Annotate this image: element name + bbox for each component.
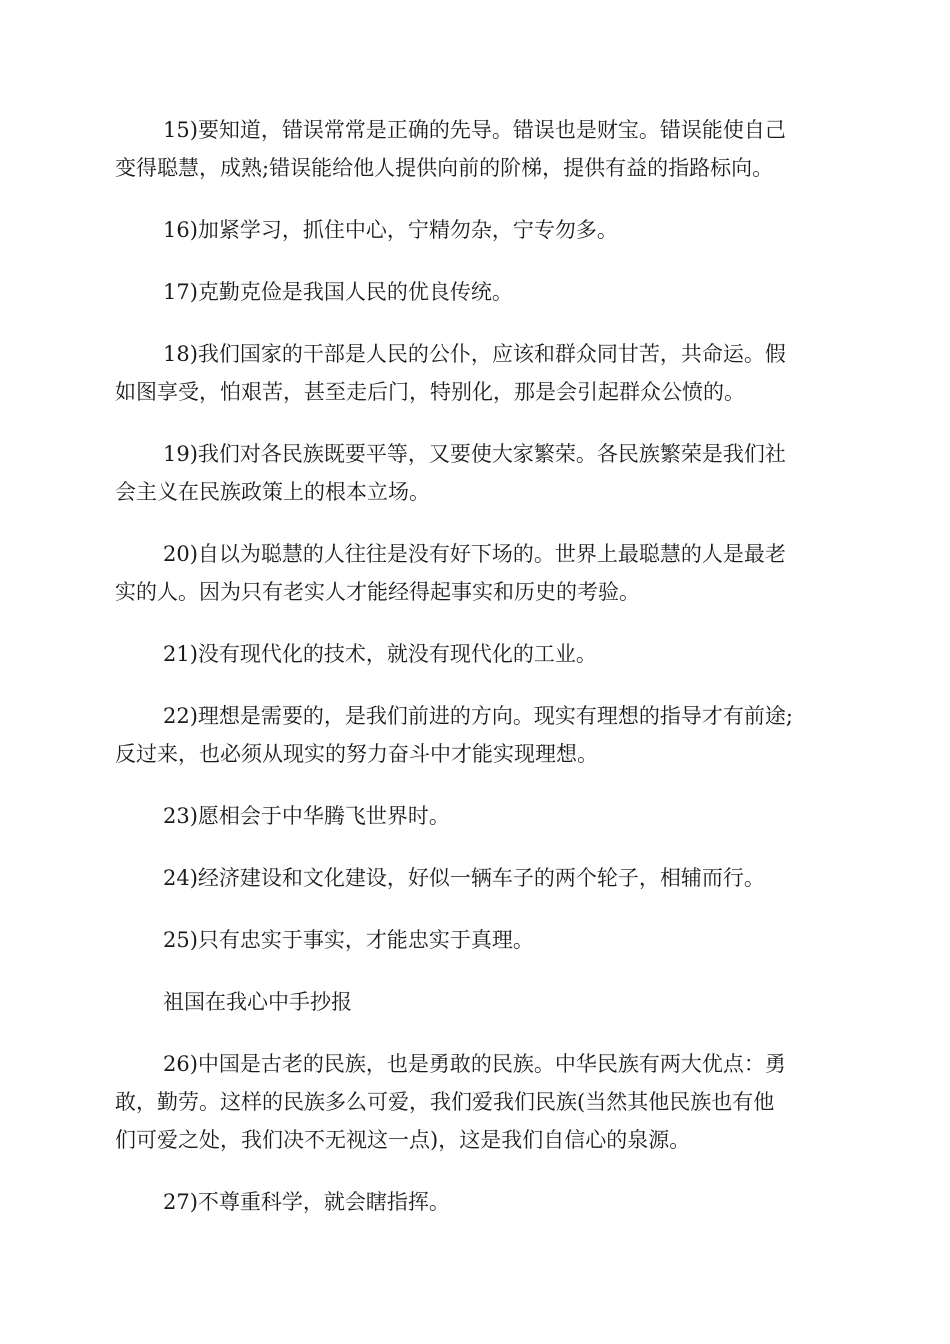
paragraph-line: 17)克勤克俭是我国人民的优良传统。 xyxy=(163,280,513,304)
paragraph-19 xyxy=(115,435,835,511)
paragraph-line: 如图享受，怕艰苦，甚至走后门，特别化，那是会引起群众公愤的。 xyxy=(115,380,745,404)
paragraph-line: 24)经济建设和文化建设，好似一辆车子的两个轮子，相辅而行。 xyxy=(163,866,765,890)
paragraph-line: 26)中国是古老的民族，也是勇敢的民族。中华民族有两大优点：勇 xyxy=(163,1052,786,1076)
section-heading-text: 祖国在我心中手抄报 xyxy=(163,990,352,1014)
paragraph-line: 敢，勤劳。这样的民族多么可爱，我们爱我们民族(当然其他民族也有他 xyxy=(115,1090,775,1114)
paragraph-line: 27)不尊重科学，就会瞎指挥。 xyxy=(163,1190,450,1214)
paragraph-line: 会主义在民族政策上的根本立场。 xyxy=(115,480,430,504)
paragraph-23 xyxy=(115,797,835,835)
paragraph-line: 变得聪慧，成熟;错误能给他人提供向前的阶梯，提供有益的指路标向。 xyxy=(115,156,774,180)
paragraph-27 xyxy=(115,1183,835,1221)
paragraph-line: 反过来，也必须从现实的努力奋斗中才能实现理想。 xyxy=(115,742,598,766)
paragraph-line: 实的人。因为只有老实人才能经得起事实和历史的考验。 xyxy=(115,580,640,604)
paragraph-line: 20)自以为聪慧的人往往是没有好下场的。世界上最聪慧的人是最老 xyxy=(163,542,786,566)
paragraph-25 xyxy=(115,921,835,959)
section-heading xyxy=(115,983,835,1021)
paragraph-21 xyxy=(115,635,835,673)
paragraph-18 xyxy=(115,335,835,411)
paragraph-22 xyxy=(115,697,835,773)
paragraph-26 xyxy=(115,1045,835,1159)
paragraph-line: 15)要知道，错误常常是正确的先导。错误也是财宝。错误能使自己 xyxy=(163,118,786,142)
document-body xyxy=(115,111,835,1245)
paragraph-24 xyxy=(115,859,835,897)
paragraph-line: 们可爱之处，我们决不无视这一点)，这是我们自信心的泉源。 xyxy=(115,1128,691,1152)
paragraph-15 xyxy=(115,111,835,187)
paragraph-line: 16)加紧学习，抓住中心，宁精勿杂，宁专勿多。 xyxy=(163,218,618,242)
paragraph-20 xyxy=(115,535,835,611)
paragraph-line: 25)只有忠实于事实，才能忠实于真理。 xyxy=(163,928,534,952)
paragraph-line: 21)没有现代化的技术，就没有现代化的工业。 xyxy=(163,642,597,666)
paragraph-line: 19)我们对各民族既要平等，又要使大家繁荣。各民族繁荣是我们社 xyxy=(163,442,786,466)
paragraph-line: 23)愿相会于中华腾飞世界时。 xyxy=(163,804,450,828)
paragraph-line: 18)我们国家的干部是人民的公仆，应该和群众同甘苦，共命运。假 xyxy=(163,342,786,366)
paragraph-16 xyxy=(115,211,835,249)
paragraph-line: 22)理想是需要的，是我们前进的方向。现实有理想的指导才有前途; xyxy=(163,704,793,728)
paragraph-17 xyxy=(115,273,835,311)
